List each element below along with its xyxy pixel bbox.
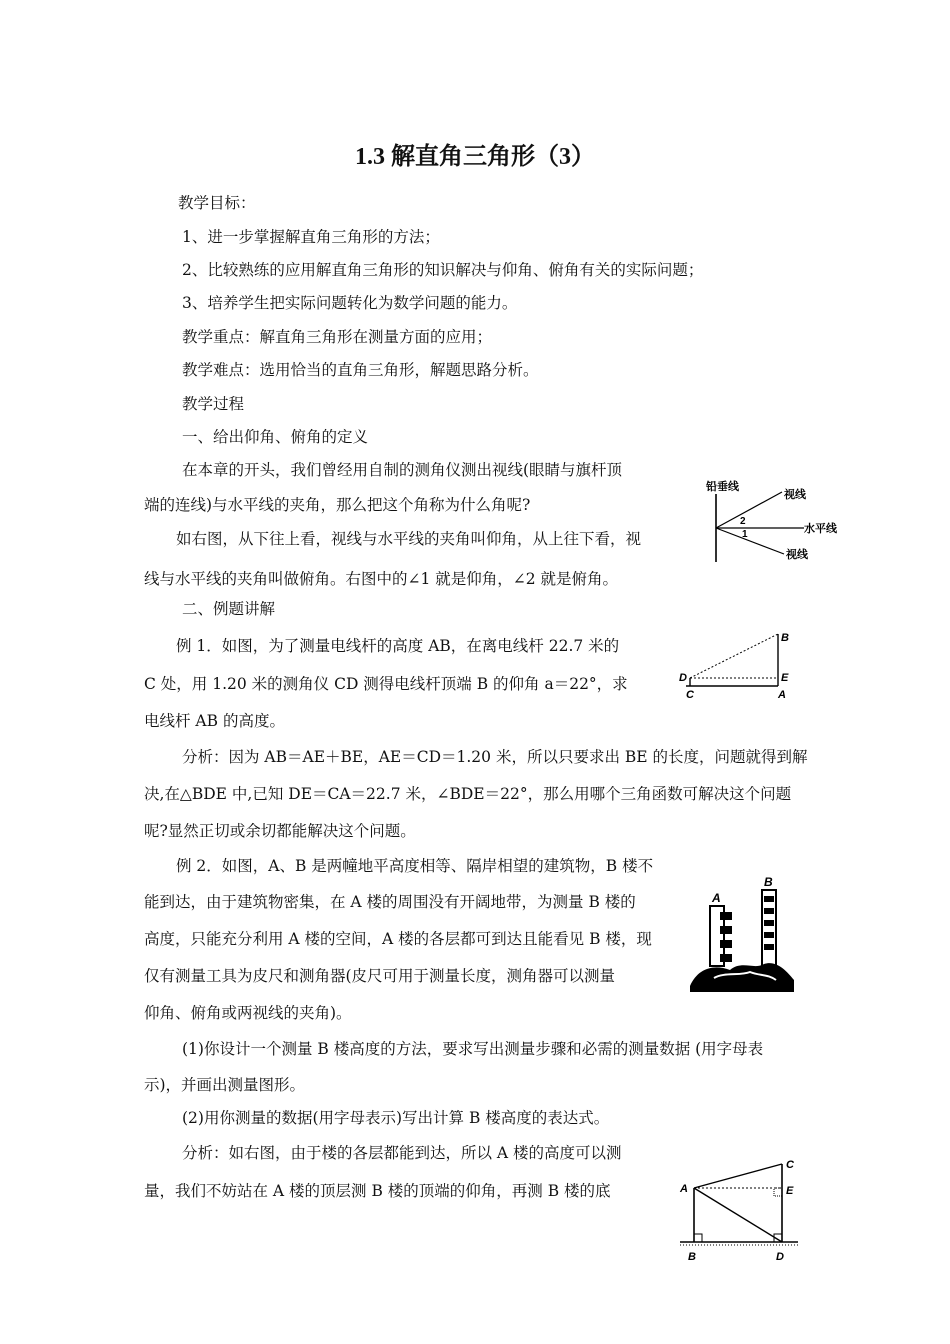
fig3-label-B: B: [764, 875, 773, 889]
section-1-heading: 一、给出仰角、俯角的定义: [182, 428, 369, 446]
example2-line2: 能到达，由于建筑物密集，在 A 楼的周围没有开阔地带，为测量 B 楼的: [144, 893, 636, 911]
analysis2-line1: 分析：如右图，由于楼的各层都能到达，所以 A 楼的高度可以测: [182, 1144, 622, 1162]
angle-definition-figure: [700, 478, 837, 566]
horizontal-label: 水平线: [804, 523, 837, 535]
fig4-label-E: E: [786, 1185, 794, 1197]
para2-line1: 如右图，从下往上看，视线与水平线的夹角叫仰角，从上往下看，视: [176, 530, 642, 548]
process-heading: 教学过程: [182, 395, 245, 413]
fig3-label-A: A: [712, 891, 721, 905]
goal-3: 3、培养学生把实际问题转化为数学问题的能力。: [182, 294, 518, 312]
pole-figure: [676, 628, 798, 700]
fig4-label-D: D: [776, 1251, 784, 1263]
key-point: 教学重点：解直角三角形在测量方面的应用；: [182, 328, 493, 346]
analysis2-line2: 量，我们不妨站在 A 楼的顶层测 B 楼的顶端的仰角，再测 B 楼的底: [144, 1182, 611, 1200]
fig4-label-C: C: [786, 1159, 794, 1171]
section-2-heading: 二、例题讲解: [182, 600, 276, 618]
fig2-label-D: D: [679, 672, 687, 684]
angle-2-label: 2: [740, 516, 746, 527]
sight-line-down: [716, 528, 784, 554]
fig2-label-A: A: [778, 689, 786, 701]
difficulty: 教学难点：选用恰当的直角三角形，解题思路分析。: [182, 361, 539, 379]
analysis1-line2: 决,在△BDE 中,已知 DE＝CA＝22.7 米，∠BDE＝22°，那么用哪个三角函数可解决这个问题: [144, 785, 792, 803]
fig4-label-A: A: [680, 1183, 688, 1195]
para2-line2: 线与水平线的夹角叫做俯角。右图中的∠1 就是仰角，∠2 就是俯角。: [144, 570, 619, 588]
measurement-figure: [674, 1154, 804, 1266]
analysis1-line1: 分析：因为 AB＝AE＋BE，AE＝CD＝1.20 米，所以只要求出 BE 的长度，问题就得到解: [182, 748, 808, 766]
sight-top-label: 视线: [784, 489, 806, 501]
example1-line1: 例 1．如图，为了测量电线杆的高度 AB，在离电线杆 22.7 米的: [176, 637, 620, 655]
goal-2: 2、比较熟练的应用解直角三角形的知识解决与仰角、俯角有关的实际问题；: [182, 261, 704, 279]
example2-line1: 例 2．如图，A、B 是两幢地平高度相等、隔岸相望的建筑物，B 楼不: [176, 857, 654, 875]
fig2-label-B: B: [781, 632, 789, 644]
goals-heading: 教学目标：: [178, 194, 256, 212]
page-title: 1.3 解直角三角形（3）: [355, 144, 595, 170]
sight-bottom-label: 视线: [786, 549, 808, 561]
buildings-figure: [684, 872, 800, 998]
example1-line2: C 处，用 1.20 米的测角仪 CD 测得电线杆顶端 B 的仰角 a＝22°，求: [144, 675, 628, 693]
angle-1-label: 1: [742, 529, 748, 540]
question1-line2: 示)，并画出测量图形。: [144, 1076, 306, 1094]
para1-line2: 端的连线)与水平线的夹角，那么把这个角称为什么角呢?: [144, 496, 531, 514]
example2-line3: 高度，只能充分利用 A 楼的空间，A 楼的各层都可到达且能看见 B 楼，现: [144, 930, 652, 948]
example2-line4: 仅有测量工具为皮尺和测角器(皮尺可用于测量长度，测角器可以测量: [144, 967, 616, 985]
goal-1: 1、进一步掌握解直角三角形的方法；: [182, 228, 440, 246]
sight-line-up: [716, 492, 782, 528]
analysis1-line3: 呢?显然正切或余切都能解决这个问题。: [144, 822, 416, 840]
question2: (2)用你测量的数据(用字母表示)写出计算 B 楼高度的表达式。: [182, 1109, 610, 1127]
para1-line1: 在本章的开头，我们曾经用自制的测角仪测出视线(眼睛与旗杆顶: [182, 461, 623, 479]
question1-line1: (1)你设计一个测量 B 楼高度的方法，要求写出测量步骤和必需的测量数据 (用字母表: [182, 1040, 764, 1058]
fig2-label-C: C: [686, 689, 694, 701]
example2-line5: 仰角、俯角或两视线的夹角)。: [144, 1004, 352, 1022]
fig2-label-E: E: [781, 672, 789, 684]
plumb-label: 铅垂线: [706, 481, 739, 493]
fig4-label-B: B: [688, 1251, 696, 1263]
example1-line3: 电线杆 AB 的高度。: [144, 712, 285, 730]
